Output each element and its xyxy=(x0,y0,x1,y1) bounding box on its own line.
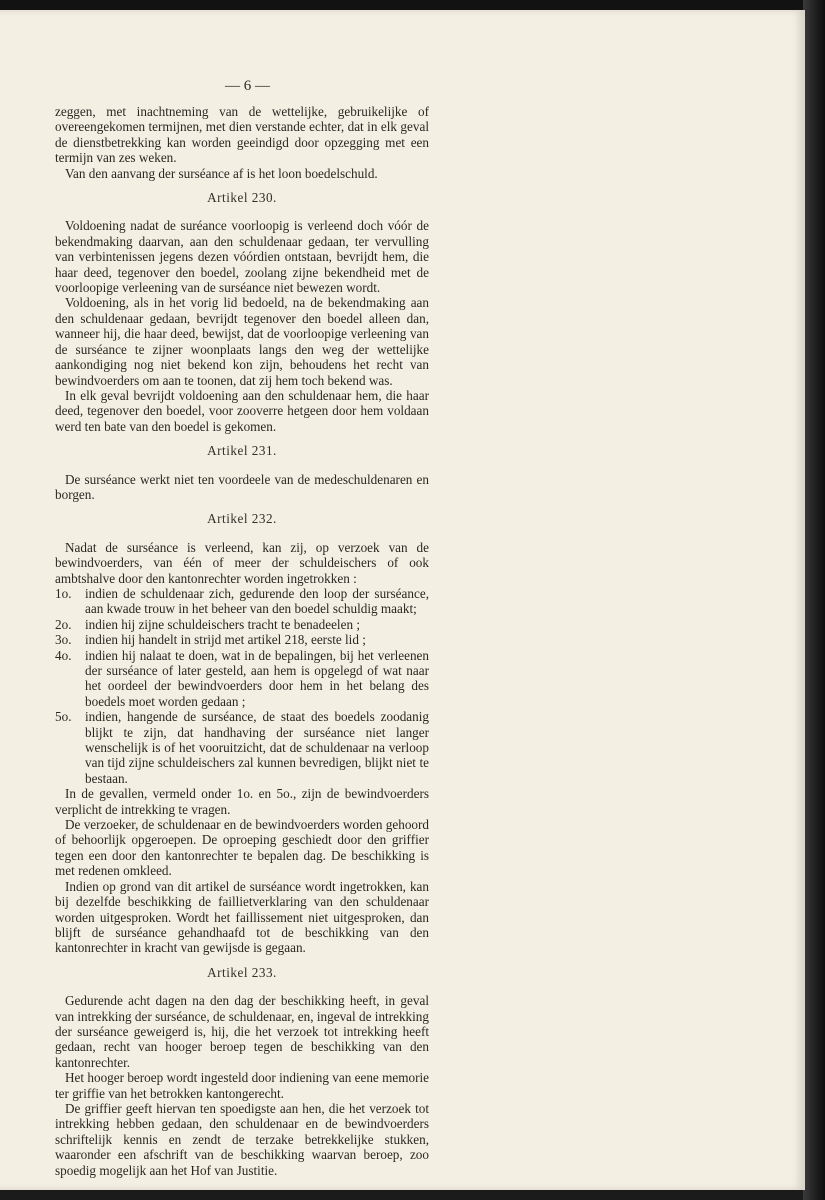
paragraph: In elk geval bevrijdt voldoening aan den schuldenaar hem, die haar deed, tegenover den boedel, voor zooverre hetgeen door hem voldaan werd ten bate van den boedel is gekomen. xyxy=(55,387,429,434)
list-number: 2o. xyxy=(55,616,72,632)
list-item xyxy=(55,648,429,710)
paragraph: De verzoeker, de schuldenaar en de bewindvoerders worden gehoord of behoorlijk opgeroepen. De oproeping geschiedt door den griffier tegen een door den kantonrechter te bepalen dag. De beschikking is met redenen omkleed. xyxy=(55,817,429,879)
paragraph: De griffier geeft hiervan ten spoedigste aan hen, die het verzoek tot intrekking hebben gedaan, den schuldenaar en de bewindvoerders schriftelijk kennis en zendt de terzake betrekkelijke stukken, waaronder een afschrift van de beschikking waarvan beroep, zoo spoedig mogelijk aan het Hof van Justitie. xyxy=(55,1100,429,1178)
paragraph: Nadat de surséance is verleend, kan zij, op verzoek van de bewindvoerders, van één of meer der schuldeischers of ook ambtshalve door den kantonrechter worden ingetrokken : xyxy=(55,539,429,586)
paragraph: Het hooger beroep wordt ingesteld door indiening van eene memorie ter griffie van het betrokken kantongerecht. xyxy=(55,1070,429,1101)
document-page xyxy=(0,10,805,1190)
paragraph: Van den aanvang der surséance af is het loon boedelschuld. xyxy=(65,165,378,181)
list-item xyxy=(55,617,429,632)
paragraph: Gedurende acht dagen na den dag der beschikking heeft, in geval van intrekking der surséance, de schuldenaar, en, ingeval de intrekking der surséance geweigerd is, hij, die het verzoek tot intrekking heeft gedaan, recht van hooger beroep tegen de beschikking van den kantonrechter. xyxy=(55,993,429,1070)
article-233-heading: Artikel 233. xyxy=(207,964,277,980)
paragraph: De surséance werkt niet ten voordeele van de medeschuldenaren en borgen. xyxy=(55,471,429,502)
paragraph: In de gevallen, vermeld onder 1o. en 5o., zijn de bewindvoerders verplicht de intrekking te vragen. xyxy=(55,786,429,817)
paragraph: Voldoening nadat de suréance voorloopig is verleend doch vóór de bekendmaking daarvan, aan den schuldenaar gedaan, ter vervulling van verbintenissen jegens dezen vóórdien ontstaan, bevrijdt hem, die haar deed, tegenover den boedel, zoolang zijne bekendheid met de voorloopige verleening van de surséance niet bewezen wordt. xyxy=(55,218,429,296)
list-item xyxy=(55,632,429,647)
list-text: indien hij handelt in strijd met artikel 218, eerste lid ; xyxy=(85,632,366,648)
list-text: indien hij zijne schuldeischers tracht te benadeelen ; xyxy=(85,616,360,632)
article-230-heading: Artikel 230. xyxy=(207,190,277,206)
article-231-heading: Artikel 231. xyxy=(207,443,277,459)
article-232-heading: Artikel 232. xyxy=(207,511,277,527)
paragraph: Voldoening, als in het vorig lid bedoeld, na de bekendmaking aan den schuldenaar gedaan, bevrijdt tegenover den boedel alleen dan, wanneer hij, die haar deed, bewijst, dat de voorloopige verleening van de surséance te zijner woonplaats langs den weg der wettelijke aankondiging nog niet bekend kon zijn, behoudens het recht van bewindvoerders om aan te toonen, dat zij hem toch bekend was. xyxy=(55,295,429,388)
list-number: 4o. xyxy=(55,647,72,663)
scan-top-border xyxy=(0,0,825,10)
list-item xyxy=(55,709,429,786)
list-item xyxy=(55,586,429,617)
paragraph: Indien op grond van dit artikel de surséance wordt ingetrokken, kan bij dezelfde beschikking de faillietverklaring van den schuldenaar worden uitgesproken. Wordt het faillissement niet uitgesproken, dan blijft de surséance gehandhaafd tot de beschikking van den kantonrechter in kracht van gewijsde is gegaan. xyxy=(55,878,429,956)
list-number: 1o. xyxy=(55,585,72,601)
list-text: indien hij nalaat te doen, wat in de bepalingen, bij het verleenen der surséance of later gesteld, aan hem is opgelegd of wat naar het oordeel der bewindvoerders door hem in het belang des boedels moet worden gedaan ; xyxy=(85,647,429,709)
page-number: — 6 — xyxy=(225,78,270,94)
list-number: 5o. xyxy=(55,709,72,725)
body-text xyxy=(55,104,429,1178)
list-number: 3o. xyxy=(55,632,72,648)
list-text: indien, hangende de surséance, de staat des boedels zoodanig blijkt te zijn, dat handhaving der surséance niet langer wenschelijk is of het vooruitzicht, dat de schuldenaar na verloop van tijd zijne schuldeischers zal kunnen bevredigen, blijkt niet te bestaan. xyxy=(85,709,429,786)
paragraph: zeggen, met inachtneming van de wettelijke, gebruikelijke of overeengekomen termijnen, met dien verstande echter, dat in elk geval de dienstbetrekking kan worden geeindigd door opzegging met een termijn van zes weken. xyxy=(55,104,429,166)
book-spine-edge xyxy=(803,0,825,1200)
list-text: indien de schuldenaar zich, gedurende den loop der surséance, aan kwade trouw in het beheer van den boedel schuldig maakt; xyxy=(85,585,429,617)
